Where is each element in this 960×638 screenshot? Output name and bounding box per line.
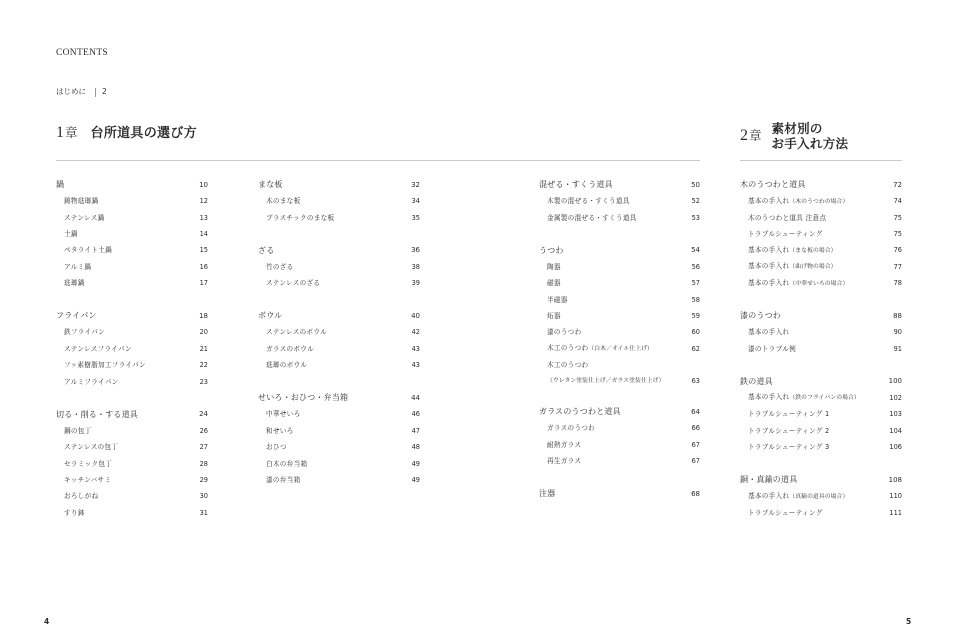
toc-item-label: ステンレス鍋 xyxy=(64,213,105,222)
toc-item-page: 91 xyxy=(893,344,902,353)
toc-item-label xyxy=(748,493,848,501)
toc-section-title: 銅・真鍮の道具 xyxy=(740,475,798,485)
toc-item-label: 鋼の包丁 xyxy=(64,426,92,435)
toc-item xyxy=(56,472,208,488)
intro-label: はじめに xyxy=(56,87,86,96)
toc-item-label: ステンレスフライパン xyxy=(64,344,132,353)
toc-item xyxy=(56,193,208,209)
toc-item-page: 17 xyxy=(199,279,208,288)
toc-item-label: 琺瑯鍋 xyxy=(64,279,85,288)
chapter-number: 2 xyxy=(740,127,748,144)
contents-heading: CONTENTS xyxy=(56,48,109,58)
toc-item xyxy=(740,259,902,275)
toc-item-page: 21 xyxy=(199,344,208,353)
toc-item xyxy=(740,505,902,521)
toc-item-page: 90 xyxy=(893,328,902,337)
toc-section xyxy=(258,390,420,406)
toc-item-label: トラブルシューティング 2 xyxy=(748,426,830,435)
toc-spacer xyxy=(258,226,420,242)
toc-item-label: 土鍋 xyxy=(64,230,78,239)
toc-item-page: 46 xyxy=(411,410,420,419)
toc-item-label: 再生ガラス xyxy=(547,457,582,466)
toc-section-page: 100 xyxy=(888,377,902,386)
toc-section-page: 68 xyxy=(691,489,700,498)
toc-section xyxy=(539,404,700,420)
toc-item xyxy=(539,325,700,341)
toc-item-label: フッ素樹脂加工フライパン xyxy=(64,361,146,370)
toc-item-page: 78 xyxy=(893,279,902,288)
toc-item-note: （木のうつわの場合） xyxy=(789,198,849,205)
toc-item xyxy=(740,210,902,226)
toc-item-page: 49 xyxy=(411,475,420,484)
toc-section-title: ざる xyxy=(258,245,275,255)
toc-item-label xyxy=(748,263,837,271)
toc-item-label: 基本の手入れ xyxy=(748,328,790,337)
toc-item-page: 34 xyxy=(411,197,420,206)
toc-item-note: （鉄のフライパンの場合） xyxy=(789,395,860,402)
toc-item-label: おひつ xyxy=(266,443,287,452)
toc-item-note: （まな板の場合） xyxy=(789,247,837,254)
toc-item-label: おろしがね xyxy=(64,492,99,501)
toc-item-page: 16 xyxy=(199,262,208,271)
toc-section-page: 24 xyxy=(199,410,208,419)
toc-item xyxy=(539,341,700,357)
toc-section-title: 木のうつわと道具 xyxy=(740,180,806,190)
toc-item-page: 43 xyxy=(411,361,420,370)
toc-item-label: ステンレスのざる xyxy=(266,279,321,288)
chapter-2-rule xyxy=(740,160,902,161)
toc-item-page: 31 xyxy=(199,508,208,517)
toc-item-label: セラミック包丁 xyxy=(64,459,113,468)
toc-item xyxy=(258,472,420,488)
toc-item-label: 木製の混ぜる・すくう道具 xyxy=(547,197,630,206)
toc-item xyxy=(740,423,902,439)
toc-item xyxy=(740,193,902,209)
toc-item-label: 鋳物琺瑯鍋 xyxy=(64,197,99,206)
toc-item-note: （真鍮の道具の場合） xyxy=(789,493,849,500)
toc-item-label: ステンレスのボウル xyxy=(266,328,328,337)
toc-item-note: （曲げ物の場合） xyxy=(789,264,837,271)
toc-spacer xyxy=(258,374,420,390)
toc-item xyxy=(56,456,208,472)
toc-section xyxy=(56,406,208,422)
toc-item xyxy=(740,275,902,291)
toc-item-label: 陶器 xyxy=(547,262,561,271)
toc-item-page: 60 xyxy=(691,328,700,337)
toc-section-page: 50 xyxy=(691,180,700,189)
toc-section-page: 40 xyxy=(411,311,420,320)
toc-item-page: 58 xyxy=(691,295,700,304)
toc-item xyxy=(740,226,902,242)
toc-item-label: ステンレスの包丁 xyxy=(64,443,119,452)
toc-item xyxy=(258,456,420,472)
toc-item-page: 75 xyxy=(893,213,902,222)
toc-item-main: 基本の手入れ xyxy=(748,278,790,287)
toc-item-label: 炻器 xyxy=(547,312,561,321)
toc-item xyxy=(56,325,208,341)
toc-section-title: まな板 xyxy=(258,180,283,190)
toc-item-page: 20 xyxy=(199,328,208,337)
toc-item xyxy=(258,325,420,341)
toc-item xyxy=(258,275,420,291)
toc-item xyxy=(539,259,700,275)
toc-item xyxy=(258,341,420,357)
toc-item-page: 30 xyxy=(199,492,208,501)
toc-item-label: 和せいろ xyxy=(266,426,294,435)
toc-section-page: 64 xyxy=(691,407,700,416)
toc-column-4 xyxy=(740,177,902,521)
toc-item-label: 鉄フライパン xyxy=(64,328,106,337)
toc-section xyxy=(56,308,208,324)
toc-column-1 xyxy=(56,177,208,521)
toc-item xyxy=(56,210,208,226)
toc-item-page: 53 xyxy=(691,213,700,222)
toc-section-title: 鉄の道具 xyxy=(740,376,773,386)
toc-item-page: 47 xyxy=(411,426,420,435)
toc-item xyxy=(258,357,420,373)
toc-section-page: 72 xyxy=(893,180,902,189)
toc-item xyxy=(56,423,208,439)
toc-item-label xyxy=(748,280,848,288)
toc-section-page: 36 xyxy=(411,246,420,255)
toc-item xyxy=(258,406,420,422)
toc-item-page: 77 xyxy=(893,262,902,271)
toc-section xyxy=(740,374,902,390)
toc-item-page: 12 xyxy=(199,197,208,206)
toc-item-label: トラブルシューティング 3 xyxy=(748,443,830,452)
toc-section xyxy=(740,308,902,324)
toc-section-page: 88 xyxy=(893,311,902,320)
toc-item-page: 74 xyxy=(893,197,902,206)
toc-item-page: 48 xyxy=(411,443,420,452)
toc-section-page: 108 xyxy=(888,475,902,484)
toc-item-label: 漆のトラブル例 xyxy=(748,344,796,353)
toc-item-label: ガラスのうつわ xyxy=(547,424,596,433)
toc-item-main: 基本の手入れ xyxy=(748,262,790,271)
chapter-number: 1 xyxy=(56,124,64,141)
toc-item-page: 62 xyxy=(691,344,700,353)
toc-section-title: せいろ・おひつ・弁当箱 xyxy=(258,393,349,403)
toc-spacer xyxy=(539,226,700,242)
toc-section-title: ボウル xyxy=(258,311,283,321)
toc-spacer xyxy=(258,292,420,308)
toc-section xyxy=(740,472,902,488)
toc-section xyxy=(258,177,420,193)
toc-item-page: 63 xyxy=(691,376,700,385)
toc-item-label: ガラスのボウル xyxy=(266,344,314,353)
toc-section xyxy=(258,243,420,259)
toc-section xyxy=(56,177,208,193)
toc-item xyxy=(258,193,420,209)
toc-item-label: 竹のざる xyxy=(266,262,294,271)
toc-item xyxy=(56,275,208,291)
toc-item-page: 67 xyxy=(691,440,700,449)
toc-item xyxy=(56,439,208,455)
intro-separator xyxy=(95,88,96,97)
toc-item-label xyxy=(547,345,653,353)
toc-item xyxy=(258,210,420,226)
toc-item-label: アルミ鍋 xyxy=(64,262,92,271)
toc-item-page: 28 xyxy=(199,459,208,468)
toc-item xyxy=(740,406,902,422)
toc-item-page: 67 xyxy=(691,457,700,466)
toc-item xyxy=(56,488,208,504)
chapter-mark: 章 xyxy=(65,125,78,140)
toc-item-page: 29 xyxy=(199,475,208,484)
toc-spacer xyxy=(539,388,700,404)
chapter-number-group xyxy=(740,127,762,145)
toc-item xyxy=(56,341,208,357)
toc-item-label: 金属製の混ぜる・すくう道具 xyxy=(547,213,637,222)
chapter-2-heading xyxy=(740,121,848,151)
toc-section-title: フライパン xyxy=(56,311,97,321)
toc-item-main: 基本の手入れ xyxy=(748,491,790,500)
toc-item xyxy=(539,210,700,226)
toc-item-page: 76 xyxy=(893,246,902,255)
toc-item xyxy=(539,193,700,209)
toc-item xyxy=(539,292,700,308)
toc-section xyxy=(539,486,700,502)
toc-item-main: 木工のうつわ xyxy=(547,361,589,370)
toc-item-page: 14 xyxy=(199,230,208,239)
toc-item-page: 13 xyxy=(199,213,208,222)
toc-item-page: 43 xyxy=(411,344,420,353)
toc-item-label: 琺瑯のボウル xyxy=(266,361,308,370)
toc-item xyxy=(258,439,420,455)
toc-section-page: 18 xyxy=(199,311,208,320)
toc-item-label: 木のまな板 xyxy=(266,197,301,206)
toc-item xyxy=(539,357,700,387)
intro-page: 2 xyxy=(102,87,107,96)
toc-item xyxy=(56,226,208,242)
chapter-title: 台所道具の選び方 xyxy=(90,126,197,141)
chapter-1-rule xyxy=(56,160,700,161)
toc-item-page: 106 xyxy=(889,443,902,452)
toc-item-label xyxy=(748,198,848,206)
page-number-left: 4 xyxy=(44,617,50,626)
chapter-title-line-1: 素材別の xyxy=(771,121,823,136)
toc-spacer xyxy=(740,292,902,308)
toc-item-label: 耐熱ガラス xyxy=(547,440,582,449)
toc-spacer xyxy=(539,470,700,486)
toc-item xyxy=(56,374,208,390)
toc-item xyxy=(740,325,902,341)
toc-item-label: プラスチックのまな板 xyxy=(266,213,335,222)
toc-section-title: 混ぜる・すくう道具 xyxy=(539,180,613,190)
toc-item-main: 基本の手入れ xyxy=(748,196,790,205)
toc-item xyxy=(258,259,420,275)
toc-item-page: 75 xyxy=(893,230,902,239)
toc-section-title: 鍋 xyxy=(56,180,65,190)
toc-item xyxy=(56,505,208,521)
intro-entry xyxy=(56,87,107,97)
toc-item-page: 56 xyxy=(691,262,700,271)
toc-item-label: すり鉢 xyxy=(64,508,85,517)
toc-column-3 xyxy=(539,177,700,502)
toc-spacer xyxy=(56,292,208,308)
toc-item xyxy=(539,437,700,453)
toc-item xyxy=(740,488,902,504)
toc-section xyxy=(539,177,700,193)
toc-section-title: 漆のうつわ xyxy=(740,311,781,321)
toc-item-label: 白木の弁当箱 xyxy=(266,459,308,468)
toc-section-title: 切る・削る・する道具 xyxy=(56,409,138,419)
toc-item-label xyxy=(748,394,860,402)
toc-section-title: うつわ xyxy=(539,245,564,255)
toc-item-page: 111 xyxy=(889,508,902,517)
toc-item xyxy=(56,259,208,275)
toc-item-label: トラブルシューティング xyxy=(748,508,823,517)
toc-item-page: 66 xyxy=(691,424,700,433)
page-number-right: 5 xyxy=(906,617,912,626)
toc-item-label: トラブルシューティング 1 xyxy=(748,410,830,419)
toc-item-label xyxy=(547,357,665,387)
toc-section xyxy=(740,177,902,193)
toc-section-page: 32 xyxy=(411,180,420,189)
toc-item-page: 23 xyxy=(199,377,208,386)
toc-item-page: 59 xyxy=(691,312,700,321)
toc-item-label: 漆の弁当箱 xyxy=(266,475,301,484)
toc-item-page: 49 xyxy=(411,459,420,468)
toc-item-label: トラブルシューティング xyxy=(748,230,823,239)
toc-item-label: ペタライト土鍋 xyxy=(64,246,113,255)
toc-item-label xyxy=(748,247,837,255)
toc-item xyxy=(740,341,902,357)
toc-item xyxy=(539,308,700,324)
chapter-title-line-2: お手入れ方法 xyxy=(771,136,849,151)
toc-item xyxy=(539,453,700,469)
toc-item xyxy=(740,243,902,259)
toc-section-title: 注器 xyxy=(539,489,556,499)
toc-item-page: 104 xyxy=(889,426,902,435)
toc-spacer xyxy=(740,357,902,373)
chapter-title xyxy=(772,121,849,151)
toc-spacer xyxy=(56,390,208,406)
toc-item-label: 中華せいろ xyxy=(266,410,301,419)
toc-column-2 xyxy=(258,177,420,488)
toc-item xyxy=(740,390,902,406)
toc-item-note: （中華せいろの場合） xyxy=(789,280,849,287)
toc-item-page: 26 xyxy=(199,426,208,435)
chapter-1-heading xyxy=(56,124,197,143)
toc-item-page: 110 xyxy=(889,492,902,501)
toc-section-page: 10 xyxy=(199,180,208,189)
toc-section-title: ガラスのうつわと道具 xyxy=(539,407,621,417)
toc-item-page: 27 xyxy=(199,443,208,452)
toc-item-page: 39 xyxy=(411,279,420,288)
toc-item-main: 木工のうつわ xyxy=(547,344,589,353)
toc-item-page: 103 xyxy=(889,410,902,419)
toc-item-note: （白木／オイル仕上げ） xyxy=(588,346,653,353)
toc-section-page: 54 xyxy=(691,246,700,255)
toc-item-page: 52 xyxy=(691,197,700,206)
toc-item-page: 22 xyxy=(199,361,208,370)
toc-section xyxy=(258,308,420,324)
chapter-mark: 章 xyxy=(749,128,762,143)
toc-item-page: 35 xyxy=(411,213,420,222)
toc-item-label: キッチンバサミ xyxy=(64,475,112,484)
toc-item xyxy=(258,423,420,439)
toc-item xyxy=(56,243,208,259)
toc-item xyxy=(740,439,902,455)
toc-item-page: 15 xyxy=(199,246,208,255)
toc-item xyxy=(539,275,700,291)
toc-item-main: 基本の手入れ xyxy=(748,245,790,254)
toc-item-main: 基本の手入れ xyxy=(748,393,790,402)
toc-item-label: 磁器 xyxy=(547,279,561,288)
toc-item-label: 木のうつわと道具 注意点 xyxy=(748,213,827,222)
toc-item-label: アルミフライパン xyxy=(64,377,119,386)
toc-item-page: 102 xyxy=(889,393,902,402)
toc-section-page: 44 xyxy=(411,393,420,402)
toc-item xyxy=(539,420,700,436)
toc-item-page: 38 xyxy=(411,262,420,271)
toc-item-page: 42 xyxy=(411,328,420,337)
toc-item-note: （ウレタン塗装仕上げ／ガラス塗装仕上げ） xyxy=(547,377,665,384)
toc-item-page: 57 xyxy=(691,279,700,288)
toc-item xyxy=(56,357,208,373)
toc-spacer xyxy=(740,456,902,472)
toc-item-label: 漆のうつわ xyxy=(547,328,582,337)
toc-section xyxy=(539,243,700,259)
toc-item-label: 半磁器 xyxy=(547,295,568,304)
